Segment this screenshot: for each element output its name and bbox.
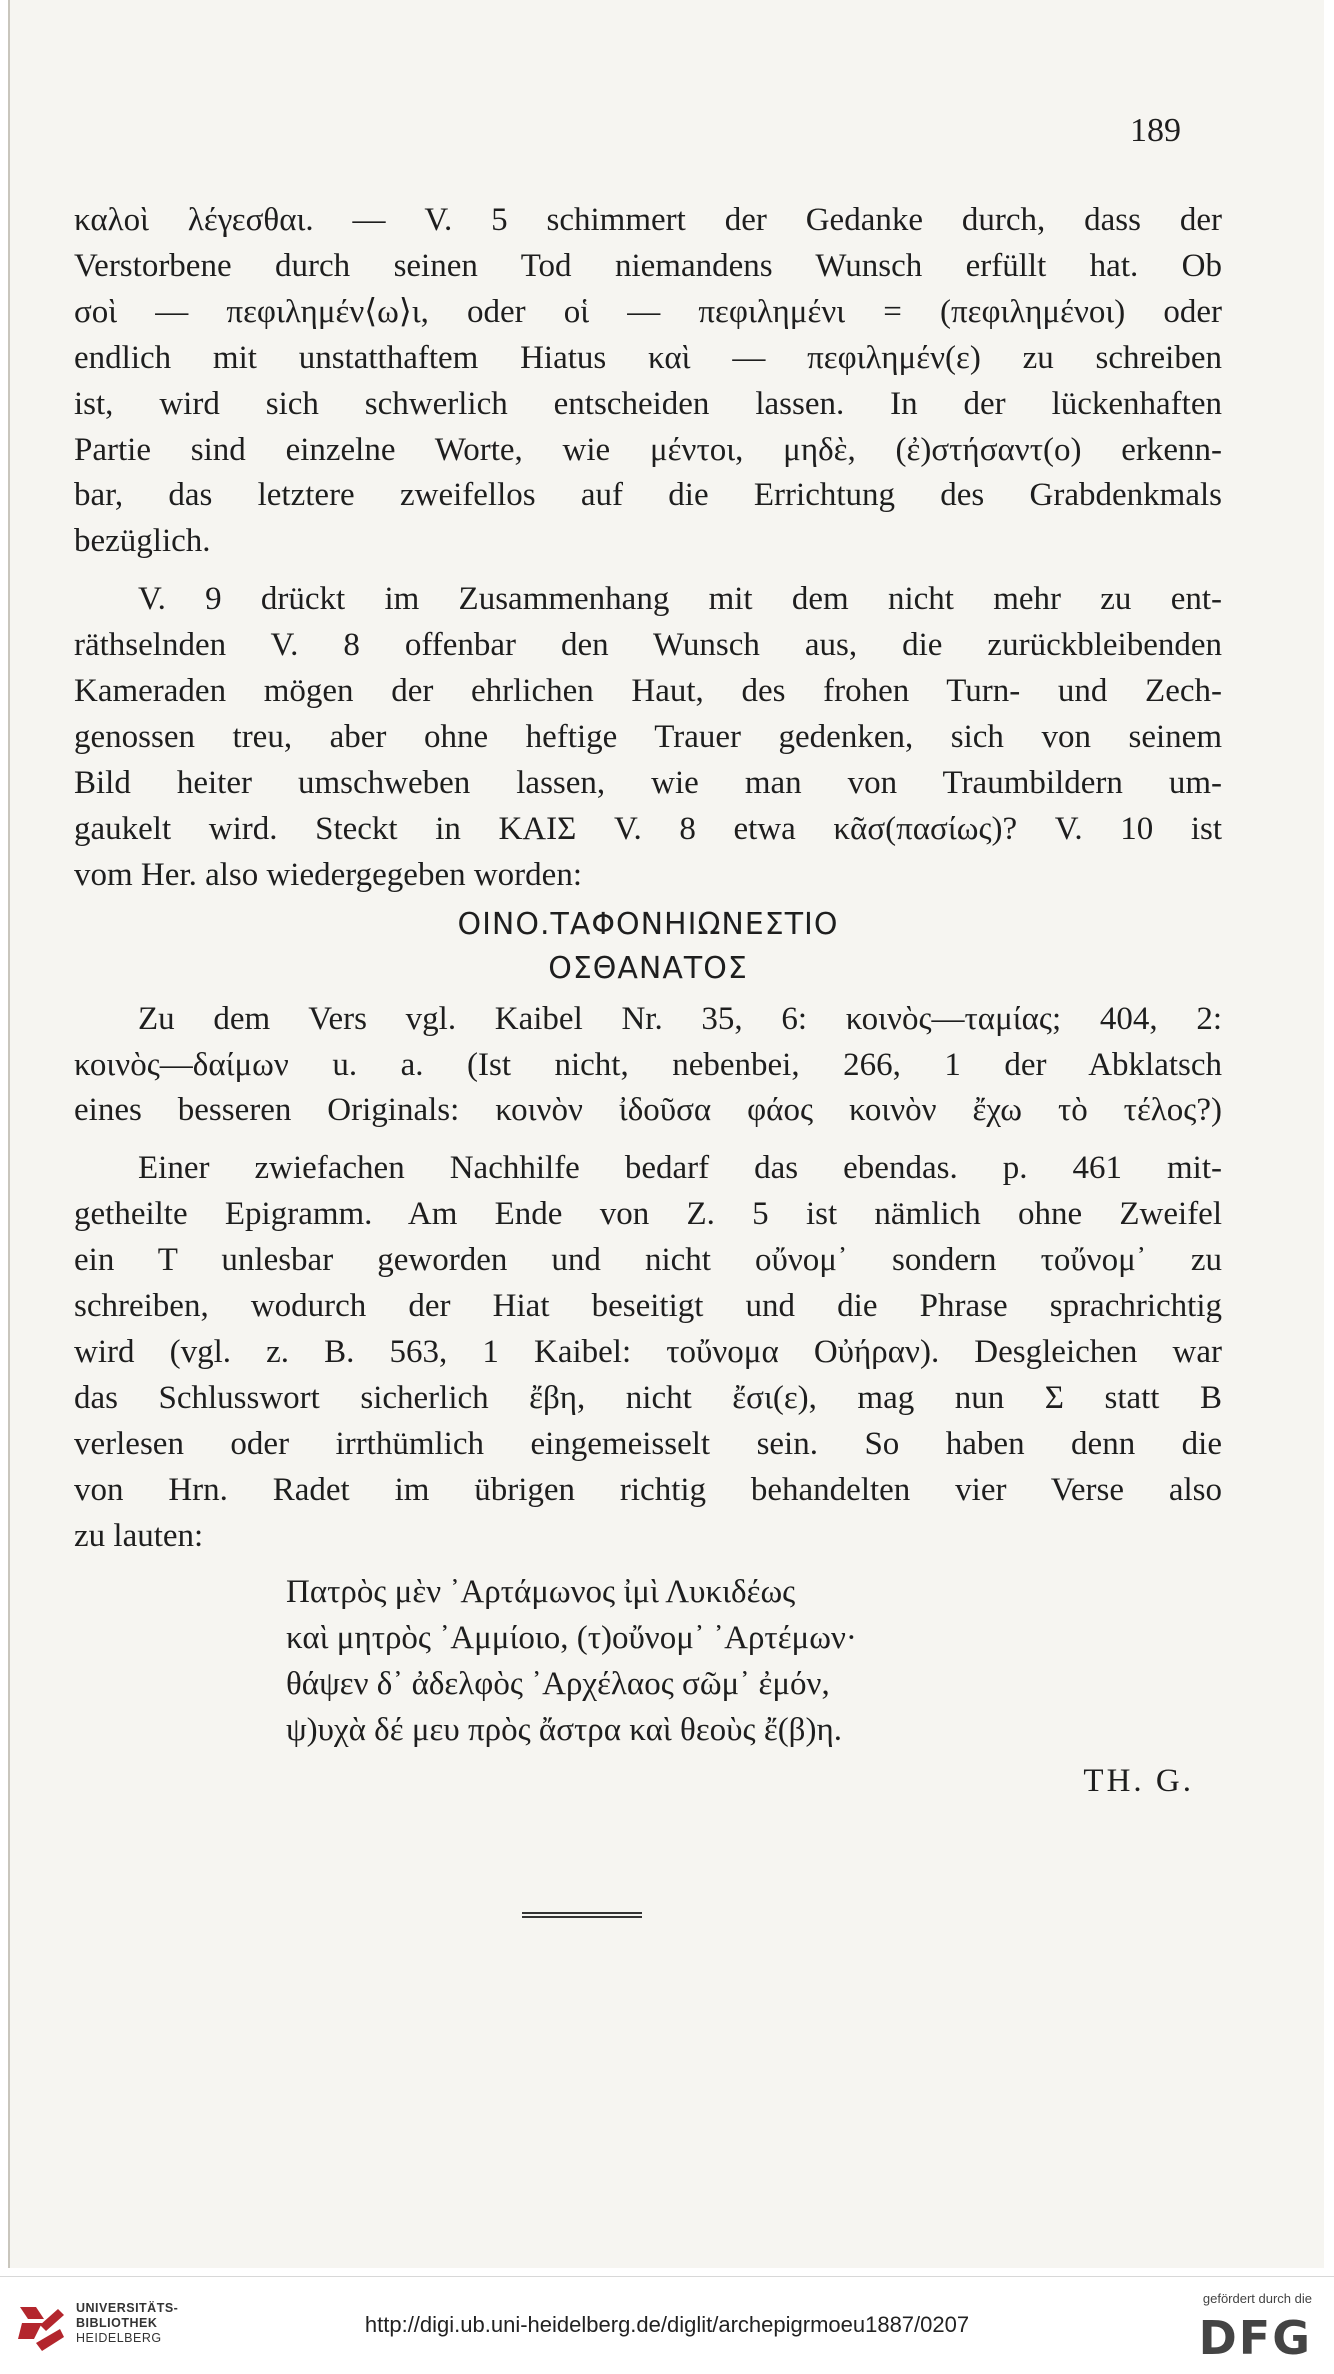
text-line: Einer zwiefachen Nachhilfe bedarf das ebendas. p. 461 mit- <box>138 1150 1222 1187</box>
library-name-line: HEIDELBERG <box>76 2331 162 2345</box>
paragraph-4 <box>74 1146 1222 1559</box>
text-line: Verstorbene durch seinen Tod niemandens Wunsch erfüllt hat. Ob <box>74 247 1222 284</box>
permalink-url[interactable]: http://digi.ub.uni-heidelberg.de/diglit/archepigrmoeu1887/0207 <box>364 2312 970 2337</box>
text-line: räthselnden V. 8 offenbar den Wunsch aus, die zurückbleibenden <box>74 627 1222 664</box>
text-line: V. 9 drückt im Zusammenhang mit dem nicht mehr zu ent- <box>138 581 1222 618</box>
double-rule-divider <box>522 1912 642 1918</box>
text-line: eines besseren Originals: κοινὸν ἰδοῦσα φάος κοινὸν ἔχω τὸ τέλος?) <box>74 1092 1222 1129</box>
text-line: Partie sind einzelne Worte, wie μέντοι, μηδὲ, (ἐ)στήσαντ(ο) erkenn- <box>74 431 1222 468</box>
verse-line: θάψεν δ᾽ ἀδελφὸς ᾿Αρχέλαος σῶμ᾽ ἐμόν, <box>286 1666 830 1703</box>
scanned-page <box>8 0 1324 2268</box>
page-body <box>74 198 1222 1805</box>
verse-line: ψ)υχὰ δέ μευ πρὸς ἄστρα καὶ θεοὺς ἔ(β)η. <box>286 1712 842 1749</box>
text-line: καλοὶ λέγεσθαι. — V. 5 schimmert der Gedanke durch, dass der <box>74 202 1222 238</box>
text-line: vom Her. also wiedergegeben worden: <box>74 856 582 893</box>
inscription-line: ΟΣΘΑΝΑΤΟΣ <box>548 950 748 986</box>
verse-line: Πατρὸς μὲν ᾿Αρτάμωνος ἰμὶ Λυκιδέως <box>286 1574 796 1611</box>
text-line: ist, wird sich schwerlich entscheiden lassen. In der lückenhaften <box>74 385 1222 422</box>
text-line: von Hrn. Radet im übrigen richtig behandelten vier Verse also <box>74 1471 1222 1508</box>
text-line: das Schlusswort sicherlich ἔβη, nicht ἔσι(ε), mag nun Σ statt B <box>74 1379 1222 1416</box>
text-line: verlesen oder irrthümlich eingemeisselt sein. So haben denn die <box>74 1425 1222 1462</box>
text-line: bezüglich. <box>74 523 211 560</box>
library-name-line: BIBLIOTHEK <box>76 2316 158 2330</box>
dfg-logo: DFG <box>1198 2311 1312 2365</box>
verse-line: καὶ μητρὸς ᾿Αμμίοιο, (τ)οὔνομ᾽ ᾿Αρτέμων· <box>286 1620 857 1657</box>
text-line: Zu dem Vers vgl. Kaibel Nr. 35, 6: κοινὸς—ταμίας; 404, 2: <box>138 1000 1222 1037</box>
paragraph-1 <box>74 198 1222 565</box>
inscription-line: ΟΙΝΟ.ΤΑΦΟΝΗΙΩΝΕΣΤΙΟ <box>457 906 839 942</box>
page-number: 189 <box>1130 112 1181 149</box>
text-line: ein T unlesbar geworden und nicht οὔνομ᾽ sondern τοὔνομ᾽ zu <box>74 1242 1222 1279</box>
text-line: genossen treu, aber ohne heftige Trauer gedenken, sich von seinem <box>74 718 1222 755</box>
viewer-footer <box>0 2276 1334 2374</box>
text-line: gaukelt wird. Steckt in ΚΑΙΣ V. 8 etwa κᾶσ(πασίως)? V. 10 ist <box>74 810 1222 847</box>
text-line: σοὶ — πεφιλημέν⟨ω⟩ι, oder οἱ — πεφιλημένι = (πεφιλημένοι) oder <box>74 293 1222 330</box>
text-line: getheilte Epigramm. Am Ende von Z. 5 ist nämlich ohne Zweifel <box>74 1196 1222 1233</box>
text-line: Kameraden mögen der ehrlichen Haut, des frohen Turn- und Zech- <box>74 673 1222 710</box>
text-line: wird (vgl. z. B. 563, 1 Kaibel: τοὔνομα Οὐήραν). Desgleichen war <box>74 1333 1222 1370</box>
paragraph-3 <box>74 997 1222 1135</box>
text-line: bar, das letztere zweifellos auf die Errichtung des Grabdenkmals <box>74 477 1222 514</box>
paragraph-2 <box>74 577 1222 898</box>
text-line: schreiben, wodurch der Hiat beseitigt und die Phrase sprachrichtig <box>74 1288 1222 1325</box>
text-line: κοινὸς—δαίμων u. a. (Ist nicht, nebenbei, 266, 1 der Abklatsch <box>74 1046 1222 1083</box>
author-signature: TH. G. <box>1083 1763 1194 1800</box>
text-line: Bild heiter umschweben lassen, wie man von Traumbildern um- <box>74 764 1222 801</box>
text-line: endlich mit unstatthaftem Hiatus καὶ — πεφιλημέν(ε) zu schreiben <box>74 339 1222 376</box>
text-line: zu lauten: <box>74 1517 204 1554</box>
library-name-line: UNIVERSITÄTS- <box>76 2301 179 2315</box>
funding-caption: gefördert durch die <box>1202 2291 1312 2306</box>
